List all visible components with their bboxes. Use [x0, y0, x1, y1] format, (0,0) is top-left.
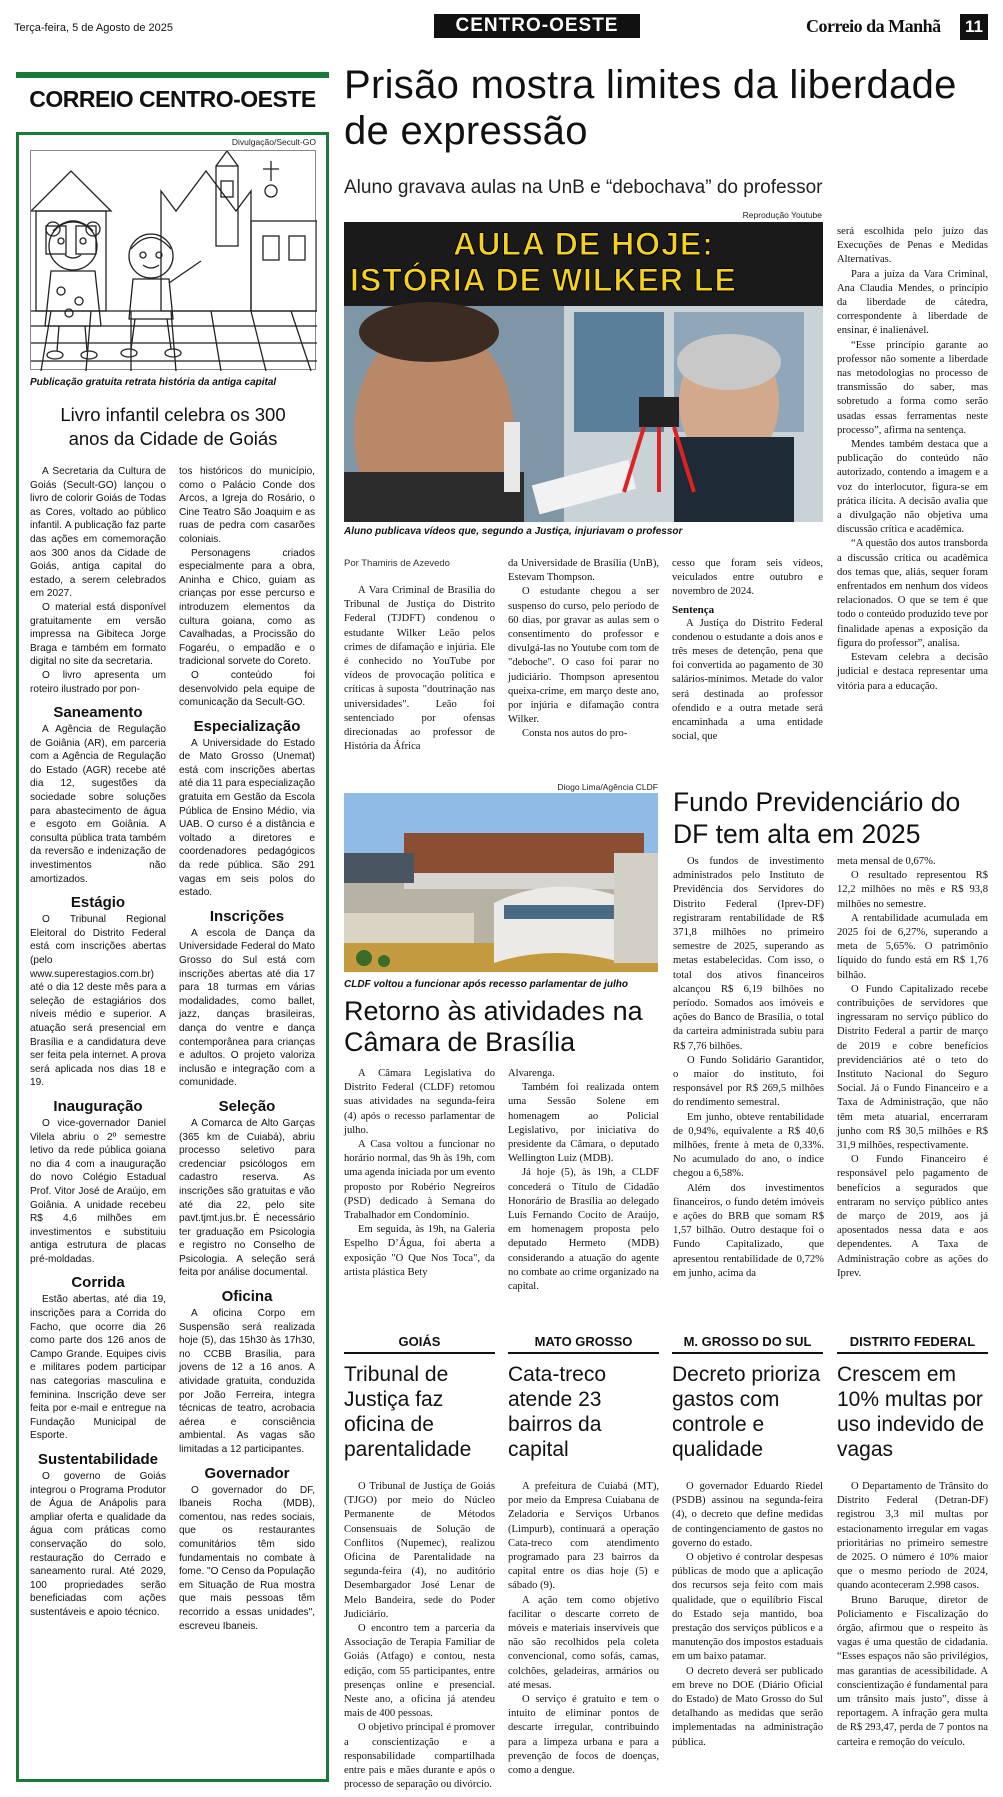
- camara-headline: Retorno às atividades na Câmara de Brasília: [344, 996, 643, 1057]
- issue-date: Terça-feira, 5 de Agosto de 2025: [14, 22, 173, 34]
- sidebar-photo-caption: Publicação gratuita retrata história da antiga capital: [30, 377, 277, 388]
- lead-column-4: [837, 225, 988, 694]
- sidebar-subheading: Sustentabilidade: [37, 1451, 159, 1468]
- sidebar-title: CORREIO CENTRO-OESTE: [29, 86, 316, 112]
- lead-column-1: [344, 584, 495, 754]
- fundo-headline: Fundo Previdenciário do DF tem alta em 2025: [673, 787, 961, 849]
- section-rubric: DISTRITO FEDERAL: [837, 1334, 988, 1354]
- lead-headline: Prisão mostra limites da liberdade de expressão: [344, 63, 957, 153]
- paragraph: O governador Eduardo Riedel (PSDB) assinou na segunda-feira (4), o decreto que define medidas de contingenciamento de gastos no governo do estado.: [672, 1481, 823, 1549]
- paragraph: será escolhida pelo juízo das Execuções de Penas e Medidas Alternativas.: [837, 226, 988, 266]
- sidebar-photo-credit: Divulgação/Secult-GO: [231, 137, 316, 147]
- coloring-book-illustration: [30, 150, 316, 370]
- paragraph: Bruno Baruque, diretor de Policiamento e Fiscalização do órgão, afirmou que o respeito às vagas é uma questão de cidadania. “Esses espaços não são privilégios, mas garantias de acessibilidade. A conscientização é fundamental para um trânsito mais justo”, disse à reportagem. A infração gera multa de R$ 293,47, perda de 7 pontos na carteira e remoção do veículo.: [837, 1594, 988, 1748]
- paragraph: A Secretaria da Cultura de Goiás (Secult-GO) lançou o livro de colorir Goiás de Todas as Cores, voltado ao público infantil. A publicação faz parte das ações em comemoração aos 300 anos da Cidade de Goiás, antiga capital do estado, a serem celebrados em 2027.: [30, 466, 166, 600]
- paragraph: tos históricos do município, como o Palácio Conde dos Arcos, a Igreja do Rosário, o Cine Teatro São Joaquim e as ruas de pedra com casarões coloniais.: [179, 466, 315, 545]
- paragraph: Estevam celebra a decisão judicial e destaca representar uma vitória para a educação.: [837, 652, 988, 692]
- paragraph: Em seguida, às 19h, na Galeria Espelho D’Água, foi aberta a exposição "O Que Nos Toca", da artista plástica Bety: [344, 1224, 495, 1278]
- paragraph: A ação tem como objetivo facilitar o descarte correto de móveis e materiais inservíveis que não são recolhidos pela coleta convencional, como sofás, camas, colchões, geladeiras, armários ou até mesas.: [508, 1594, 659, 1691]
- lead-subheading: Sentença: [672, 603, 715, 616]
- paragraph: A Justiça do Distrito Federal condenou o estudante a dois anos e três meses de detenção, pena que foi convertida ao pagamento de 30 salários-mínimos. Metade do valor será destinada ao professor ofendido e a outra metade será encaminhada a uma entidade social, que: [672, 617, 823, 743]
- newspaper-brand: Correio da Manhã: [806, 16, 941, 36]
- paragraph: “A questão dos autos transborda a discussão crítica ou acadêmica dos temas que, aliás, sequer foram enfrentados em nenhum dos vídeos relacionados. O que se tem é que todo o conteúdo produzido teve por finalidade apenas a exposição da figura do professor”, analisa.: [837, 538, 988, 649]
- paragraph: A escola de Dança da Universidade Federal do Mato Grosso do Sul está com inscrições abertas até dia 17 para 18 turmas em várias modalidades, como ballet, jazz, danças brasileiras, dança do ventre e dança contemporânea para crianças e adultos. O projeto valoriza inclusão e integração com a comunidade.: [179, 927, 315, 1089]
- paragraph: O decreto deverá ser publicado em breve no DOE (Diário Oficial do Estado) de Mato Grosso do Sul detalhando as medidas que serão implementadas na administração pública.: [672, 1665, 823, 1748]
- paragraph: O Fundo Capitalizado recebe contribuições de servidores que ingressaram no serviço público do Distrito Federal a partir de março de 2019 e cobre benefícios previdenciários até o teto do Instituto Nacional do Seguro Social. Já o Fundo Financeiro e a Taxa de Administração, que não têm meta atuarial, encerraram junho com R$ 30,5 milhões e R$ 31,9 milhões, respectivamente.: [837, 983, 988, 1152]
- sidebar-subheading: Especialização: [193, 717, 301, 735]
- bottom-story-goias: [344, 1334, 495, 1792]
- lead-subheadline: Aluno gravava aulas na UnB e “debochava” do professor: [344, 177, 823, 198]
- paragraph: A oficina Corpo em Suspensão será realizada hoje (5), das 15h30 às 17h30, no CCBB Brasília, para jovens de 12 a 16 anos. A atividade gratuita, conduzida por João Ferreira, integra técnicas de teatro, acrobacia aérea e consciência ambiental. As vagas são limitadas a 12 participantes.: [179, 1308, 315, 1455]
- section-rubric: MATO GROSSO: [508, 1334, 659, 1354]
- paragraph: Mendes também destaca que a publicação do conteúdo não autorizado, contendo a imagem e a voz do interlocutor, figura-se em prática ilícita. A decisão avalia que a divulgação não objetiva uma discussão crítica e acadêmica.: [837, 439, 988, 536]
- lead-column-2: [508, 557, 659, 742]
- paragraph: da Universidade de Brasília (UnB), Estevam Thompson.: [508, 558, 659, 584]
- paragraph: O Tribunal Regional Eleitoral do Distrito Federal está com inscrições abertas (pelo www.superestagios.com.br) até o dia 12 deste mês para a seleção de estagiários dos níveis médio e superior. A atuação será presencial em Brasília e a candidatura deve ser feita pela internet. A prova será aplicada nos dias 18 e 19.: [30, 914, 166, 1089]
- camara-photo-credit: Diogo Lima/Agência CLDF: [557, 782, 658, 792]
- lead-byline: Por Thamiris de Azevedo: [344, 558, 450, 569]
- paragraph: Além dos investimentos financeiros, o fundo detém imóveis e ações do BRB que somam R$ 1,57 bilhão. Outro destaque foi o Fundo Capitalizado, que apresentou rentabilidade de 0,72% em junho, acima da: [673, 1182, 824, 1279]
- paragraph: O serviço é gratuito e tem o intuito de eliminar pontos de descarte irregular, contribuindo para a limpeza urbana e para a prevenção de focos de doenças, como a dengue.: [508, 1694, 659, 1777]
- paragraph: O Departamento de Trânsito do Distrito Federal (Detran-DF) registrou 3,3 mil multas por estacionamento irregular em vagas prioritárias no primeiro semestre de 2025. O número é 10% maior que o mesmo período de 2024, quando aconteceram 2.998 casos.: [837, 1481, 988, 1592]
- lead-photo-credit: Reprodução Youtube: [742, 210, 822, 220]
- page-number: 11: [960, 14, 988, 40]
- paragraph: Alvarenga.: [508, 1068, 555, 1079]
- paragraph: A rentabilidade acumulada em 2025 foi de 6,27%, superando a meta de 5,65%. O patrimônio líquido do fundo está em R$ 1,76 bilhão.: [837, 912, 988, 981]
- paragraph: Estão abertas, até dia 19, inscrições para a Corrida do Facho, que ocorre dia 26 como parte dos 126 anos de Campo Grande. Equipes civis e militares podem participar nas categorias masculina e feminina. Inscrição deve ser feita por e-mail e entregue na Fundação Municipal de Esporte.: [30, 1294, 166, 1442]
- sidebar-subheading: Governador: [204, 1464, 290, 1482]
- paragraph: O material está disponível gratuitamente em versão impressa na Gibiteca Jorge Braga e também em formato digital no site da secretaria.: [30, 601, 166, 668]
- camara-column-2: [508, 1067, 659, 1294]
- brief-headline: Cata-treco atende 23 bairros da capital: [508, 1363, 607, 1461]
- bottom-story-df: [837, 1334, 988, 1750]
- bottom-story-ms: [672, 1334, 823, 1750]
- brief-headline: Decreto prioriza gastos com controle e qualidade: [672, 1363, 821, 1461]
- paragraph: Também foi realizada ontem uma Sessão Solene em homenagem ao Policial Legislativo, por iniciativa do presidente da Câmara, o deputado Wellington Luiz (MDB).: [508, 1082, 659, 1165]
- paragraph: O encontro tem a parceria da Associação de Terapia Familiar de Goiás (Atfago) e contou, nesta edição, com 55 participantes, entre presenças online e presencial. Neste ano, a oficina já atendeu mais de 400 pessoas.: [344, 1623, 495, 1720]
- camara-photo: [344, 793, 658, 972]
- paragraph: O Fundo Financeiro é responsável pelo pagamento de benefícios a segurados que entraram no serviço público antes de março de 2019, aos já aposentados nessa data e aos dependentes. A Taxa de Administração cobre as ações do Iprev.: [837, 1154, 988, 1279]
- lead-photo-caption: Aluno publicava vídeos que, segundo a Justiça, injuriavam o professor: [344, 526, 683, 537]
- paragraph: Personagens criados especialmente para a obra, Aninha e Chico, guiam as crianças por esse percurso e introduzem elementos da cultura goiana, como as Cavalhadas, a Procissão do Fogaréu, o empadão e o tradicional sorvete do Coreto.: [179, 547, 315, 668]
- fundo-column-2: [837, 855, 988, 1281]
- paragraph: O governador do DF, Ibaneis Rocha (MDB), comentou, nas redes sociais, que os restaurantes comunitários têm sido fundamentais no combate à fome. "O Censo da População em Situação de Rua mostra que mais pessoas têm recorrido a essas unidades", escreveu Ibaneis.: [179, 1484, 316, 1632]
- sidebar-subheading: Oficina: [221, 1288, 273, 1306]
- brief-headline: Tribunal de Justiça faz oficina de parentalidade: [344, 1363, 472, 1461]
- paragraph: Para a juíza da Vara Criminal, Ana Claudia Mendes, o princípio da liberdade de cátedra, correspondente à liberdade de ensinar, é inalienável.: [837, 268, 988, 337]
- paragraph: A Agência de Regulação de Goiânia (AR), em parceria com a Agência de Regulação do Estado (AGR) recebe até dia 12, sugestões da sociedade sobre soluções para abastecimento de água e esgoto em Goiânia. A consulta pública trata também da reversão e indenização de investimentos não amortizados.: [30, 724, 166, 885]
- section-rubric: GOIÁS: [344, 1334, 495, 1354]
- paragraph: Consta nos autos do pro-: [522, 728, 628, 740]
- paragraph: O objetivo é controlar despesas públicas de modo que a aplicação dos recursos seja feito com mais qualidade, que o equilíbrio Fiscal do Estado seja mantido, boa prestação dos serviços públicos e a manutenção dos impostos estaduais em um baixo patamar.: [672, 1552, 823, 1663]
- paragraph: O resultado representou R$ 12,2 milhões no mês e R$ 93,8 milhões no semestre.: [837, 870, 988, 910]
- paragraph: A Universidade do Estado de Mato Grosso (Unemat) está com inscrições abertas até dia 11 para especialização gratuita em Gestão da Escola Pública de Ensino Médio, via UAB. O curso é a distância e voltado a diretores e coordenadores pedagógicos da rede pública. São 291 vagas em seis polos do estado.: [179, 737, 315, 899]
- lead-column-3: [672, 557, 823, 744]
- paragraph: A Comarca de Alto Garças (365 km de Cuiabá), abriu processo seletivo para credenciar psicólogos em cadastro reserva. As inscrições são gratuitas e vão até dia 22, pelo site pavt.tjmt.jus.br. É necessário ter graduação em Psicologia e registro no Conselho de Psicologia. A seleção será feita por análise documental.: [179, 1117, 315, 1279]
- sidebar-headline: Livro infantil celebra os 300 anos da Cidade de Goiás: [60, 404, 286, 449]
- sidebar-subheading: Inscrições: [209, 907, 285, 925]
- paragraph: O Fundo Solidário Garantidor, o maior do instituto, foi responsável por R$ 269,5 milhões do rendimento semestral.: [673, 1054, 824, 1109]
- camara-column-1: [344, 1067, 495, 1280]
- sidebar-subheading: Corrida: [71, 1274, 125, 1292]
- paragraph: O governo de Goiás integrou o Programa Produtor de Água de Anápolis para ampliar oferta e qualidade da água com práticas como conservação do solo, restauração do Cerrado e saneamento rural. Até 2029, 100 propriedades serão beneficiadas com ações sustentáveis e apoio técnico.: [30, 1471, 166, 1618]
- paragraph: Os fundos de investimento administrados pelo Instituto de Previdência dos Servidores do Distrito Federal (Iprev-DF) registraram rentabilidade de R$ 371,8 milhões no primeiro semestre de 2025, superando as metas estabelecidas. Com isso, o total dos ativos financeiros alcançou R$ 6,19 bilhões no período. Somados aos imóveis e ações do Banco de Brasília, o total da carteira administrada subiu para R$ 7,76 bilhões.: [673, 856, 824, 1052]
- paragraph: Já hoje (5), às 19h, a CLDF concederá o Título de Cidadão Honorário de Brasília ao delegado Luís Fernando Cocito de Araújo, em homenagem proposta pelo deputado Hermeto (MDB) considerando a atuação do agente no combate ao crime organizado na capital.: [508, 1167, 659, 1293]
- lead-photo-banner-line1: AULA DE HOJE:: [453, 226, 714, 262]
- paragraph: O vice-governador Daniel Vilela abriu o 2º semestre letivo da rede pública goiana no dia 4 com a inauguração do novo Colégio Estadual Prof. Vitor José de Araújo, em Goiânia. A unidade recebeu R$ 4,6 milhões em investimentos e substituiu antiga estrutura de placas pré-moldadas.: [30, 1117, 166, 1265]
- paragraph: O estudante chegou a ser suspenso do curso, pelo período de 60 dias, por gravar as aulas sem o consentimento do professor e divulgá-las no Youtube com tom de "deboche". O caso foi parar no judiciário. Thompson apresentou queixa-crime, em março deste ano, por injúria e difamação contra Wilker.: [508, 586, 659, 726]
- sidebar-subheading: Saneamento: [53, 704, 143, 722]
- sidebar-subheading: Inauguração: [53, 1097, 143, 1115]
- sidebar-subheading: Estágio: [70, 894, 126, 912]
- paragraph: O conteúdo foi desenvolvido pela equipe de comunicação da Secult-GO.: [179, 669, 315, 709]
- sidebar-left-column: [30, 465, 166, 1620]
- paragraph: Em junho, obteve rentabilidade de 0,94%, equivalente a R$ 40,6 milhões, frente à meta de 0,33%. No acumulado do ano, o índice chegou a 6,58%.: [673, 1111, 824, 1180]
- lead-photo-banner-line2: ISTÓRIA DE WILKER LE: [350, 262, 737, 298]
- sidebar-subheading: Seleção: [218, 1097, 276, 1115]
- paragraph: A Câmara Legislativa do Distrito Federal (CLDF) retomou suas atividades na segunda-feira (4) após o recesso parlamentar de julho.: [344, 1068, 495, 1136]
- camara-photo-caption: CLDF voltou a funcionar após recesso parlamentar de julho: [344, 979, 628, 990]
- paragraph: “Esse princípio garante ao professor não somente a liberdade nas metodologias no processo de transmissão do saber, mas sobretudo a forma como serão usadas essas ferramentas neste processo”, afirma na sentença.: [837, 339, 988, 436]
- bottom-story-mato-grosso: [508, 1334, 659, 1778]
- sidebar-top-rule: [16, 72, 329, 78]
- paragraph: A Casa voltou a funcionar no horário normal, das 9h às 19h, com uma agenda iniciada por um evento proposto por Robério Negreiros (PSD) dedicado à Semana do Trabalhador em Condomínio.: [344, 1139, 495, 1222]
- paragraph: A prefeitura de Cuiabá (MT), por meio da Empresa Cuiabana de Zeladoria e Serviços Urbanos (Limpurb), continuará a operação Cata-treco com atendimento programado para 23 bairros da capital entre os dias hoje (5) e sábado (9).: [508, 1481, 659, 1592]
- section-label: CENTRO-OESTE: [434, 14, 640, 38]
- fundo-column-1: [673, 855, 824, 1281]
- paragraph: O objetivo principal é promover a conscientização e a responsabilidade compartilhada entre pais e mães durante e após o processo de separação ou divórcio.: [344, 1722, 495, 1791]
- section-rubric: M. GROSSO DO SUL: [672, 1334, 823, 1354]
- brief-headline: Crescem em 10% multas por uso indevido de vagas: [837, 1363, 985, 1461]
- paragraph: A Vara Criminal de Brasília do Tribunal de Justiça do Distrito Federal (TJDFT) condenou o estudante Wilker Leão pelos crimes de difamação e injúria. Ele é conhecido no YouTube por vídeos de provocação política e críticas à suposta "doutrinação nas universidades". Leão foi sentenciado por ofensas direcionadas ao professor de História da África: [344, 585, 495, 753]
- sidebar-right-column: [179, 465, 315, 1633]
- paragraph: O Tribunal de Justiça de Goiás (TJGO) por meio do Núcleo Permanente de Métodos Consensuais de Solução de Conflitos (Nupemec), realizou Oficina de Parentalidade na segunda-feira (4), no auditório Desembargador José Lenar de Melo Bandeira, sede do Poder Judiciário.: [344, 1481, 495, 1620]
- paragraph: meta mensal de 0,67%.: [837, 856, 936, 867]
- paragraph: cesso que foram seis vídeos, veiculados entre outubro e novembro de 2024.: [672, 558, 823, 598]
- paragraph: O livro apresenta um roteiro ilustrado por pon-: [30, 669, 166, 695]
